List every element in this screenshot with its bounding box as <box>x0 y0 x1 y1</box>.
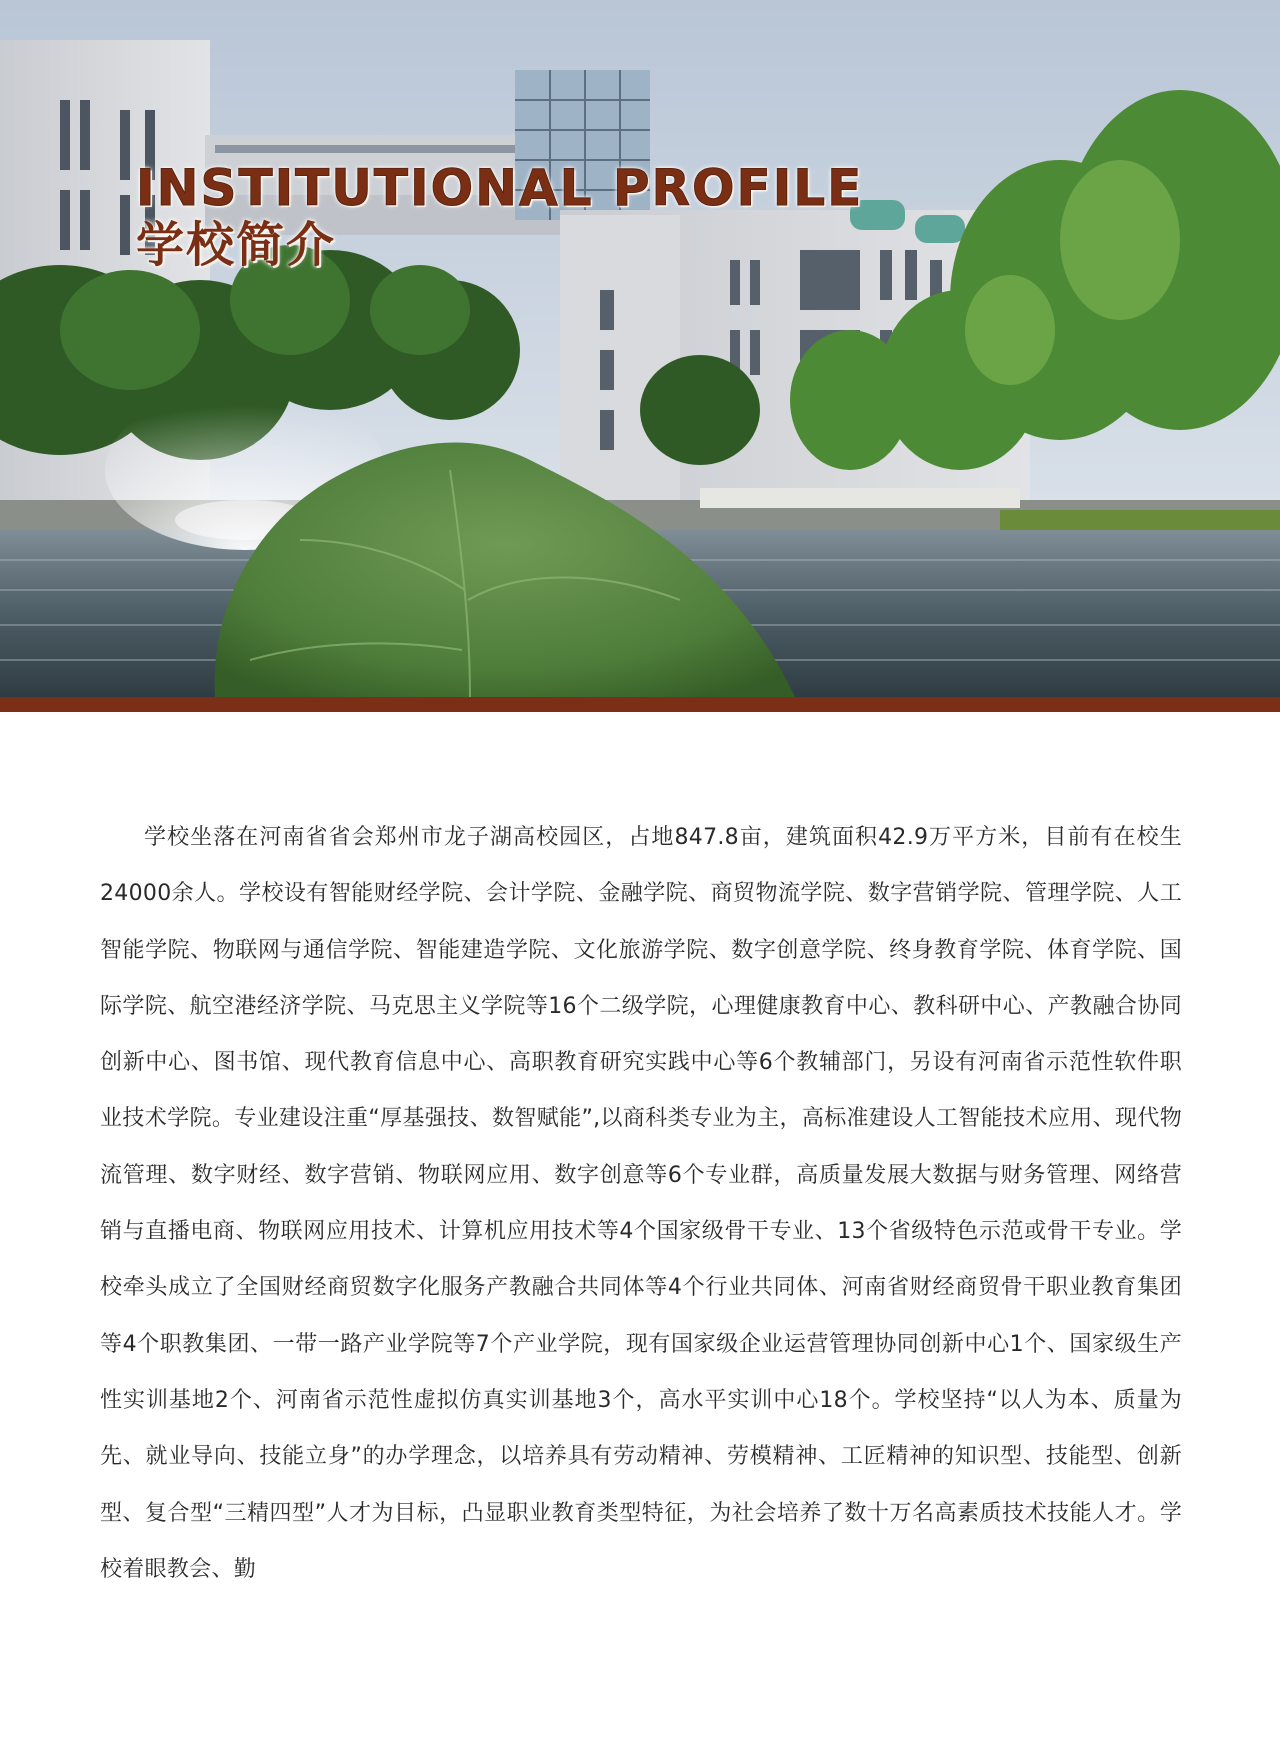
campus-photo <box>0 0 1280 697</box>
title-english: INSTITUTIONAL PROFILE <box>136 159 864 217</box>
campus-illustration <box>0 0 1280 697</box>
profile-paragraph: 学校坐落在河南省省会郑州市龙子湖高校园区，占地847.8亩，建筑面积42.9万平方米，目前有在校生24000余人。学校设有智能财经学院、会计学院、金融学院、商贸物流学院、数字营销学院、管理学院、人工智能学院、物联网与通信学院、智能建造学院、文化旅游学院、数字创意学院、终身教育学院、体育学院、国际学院、航空港经济学院、马克思主义学院等16个二级学院，心理健康教育中心、教科研中心、产教融合协同创新中心、图书馆、现代教育信息中心、高职教育研究实践中心等6个教辅部门，另设有河南省示范性软件职业技术学院。专业建设注重“厚基强技、数智赋能”,以商科类专业为主，高标准建设人工智能技术应用、现代物流管理、数字财经、数字营销、物联网应用、数字创意等6个专业群，高质量发展大数据与财务管理、网络营销与直播电商、物联网应用技术、计算机应用技术等4个国家级骨干专业、13个省级特色示范或骨干专业。学校牵头成立了全国财经商贸数字化服务产教融合共同体等4个行业共同体、河南省财经商贸骨干职业教育集团等4个职教集团、一带一路产业学院等7个产业学院，现有国家级企业运营管理协同创新中心1个、国家级生产性实训基地2个、河南省示范性虚拟仿真实训基地3个，高水平实训中心18个。学校坚持“以人为本、质量为先、就业导向、技能立身”的办学理念，以培养具有劳动精神、劳模精神、工匠精神的知识型、技能型、创新型、复合型“三精四型”人才为目标，凸显职业教育类型特征，为社会培养了数十万名高素质技术技能人才。学校着眼教会、勤 <box>100 825 1182 1582</box>
accent-band <box>0 697 1280 712</box>
title-chinese: 学校简介 <box>136 217 337 273</box>
section-title <box>136 160 863 274</box>
